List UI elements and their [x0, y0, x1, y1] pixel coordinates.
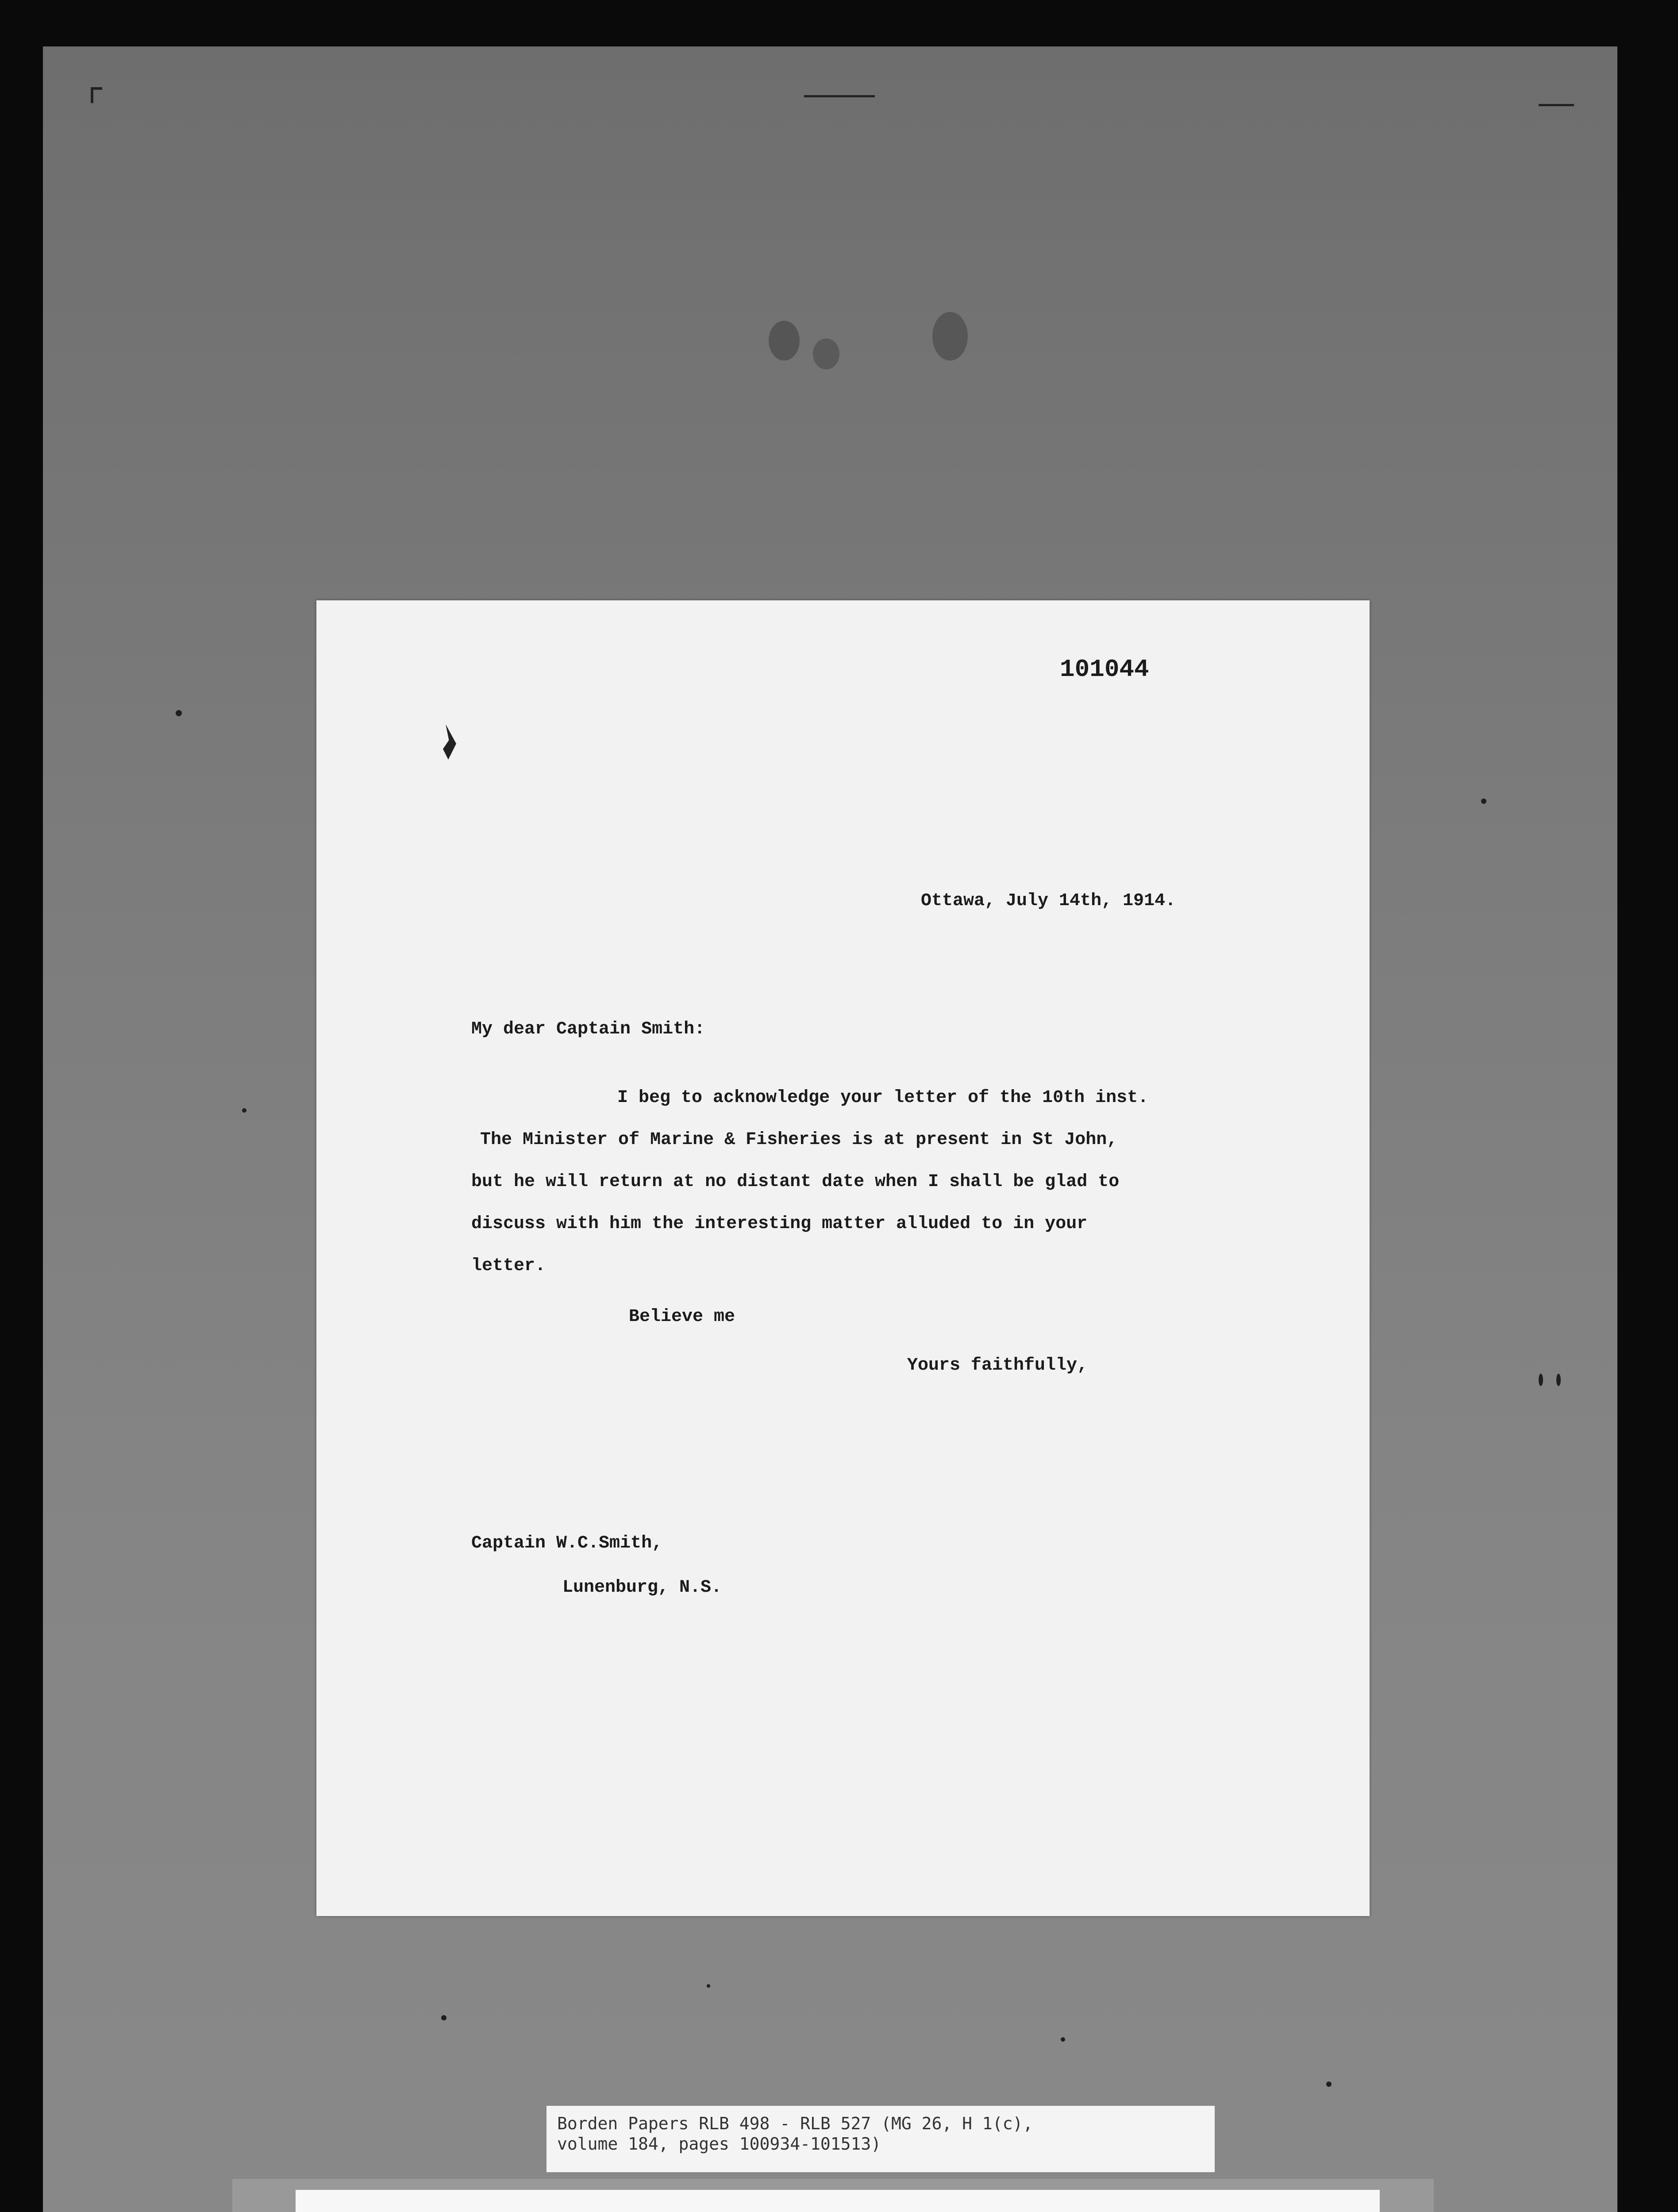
body-line: The Minister of Marine & Fisheries is at present in St John,: [480, 1130, 1118, 1150]
letter-date: Ottawa, July 14th, 1914.: [921, 891, 1176, 911]
corner-mark: [91, 87, 102, 90]
body-line: but he will return at no distant date when I shall be glad to: [471, 1172, 1120, 1192]
reference-line: Borden Papers RLB 498 - RLB 527 (MG 26, H 1(c),: [557, 2114, 1033, 2133]
speck: [441, 2015, 446, 2020]
clip-mark: [443, 724, 456, 760]
speck: [1326, 2081, 1332, 2087]
speck: [1539, 1374, 1543, 1386]
salutation: My dear Captain Smith:: [471, 1019, 705, 1039]
closing-yours: Yours faithfully,: [907, 1356, 1088, 1375]
speck: [176, 710, 182, 716]
body-line: discuss with him the interesting matter alluded to in your: [471, 1214, 1088, 1234]
speck: [242, 1108, 246, 1113]
reference-card: [547, 2106, 1215, 2172]
addressee-name: Captain W.C.Smith,: [471, 1533, 663, 1553]
speck: [813, 338, 839, 369]
body-line: I beg to acknowledge your letter of the 10th inst.: [617, 1088, 1149, 1108]
letter-page: [316, 600, 1370, 1916]
speck: [769, 321, 800, 361]
speck: [1061, 2037, 1065, 2042]
speck: [932, 312, 968, 361]
speck: [1556, 1374, 1561, 1386]
addressee-place: Lunenburg, N.S.: [562, 1578, 722, 1598]
reference-line: volume 184, pages 100934-101513): [557, 2134, 881, 2154]
closing-believe: Believe me: [629, 1307, 735, 1327]
speck: [707, 1984, 710, 1988]
body-line: letter.: [471, 1256, 546, 1276]
speck: [1481, 799, 1486, 804]
letter-number: 101044: [1060, 655, 1149, 684]
frame-dash: [1539, 104, 1574, 106]
archive-stamp-card: [296, 2190, 1380, 2212]
frame-dash: [804, 95, 875, 97]
